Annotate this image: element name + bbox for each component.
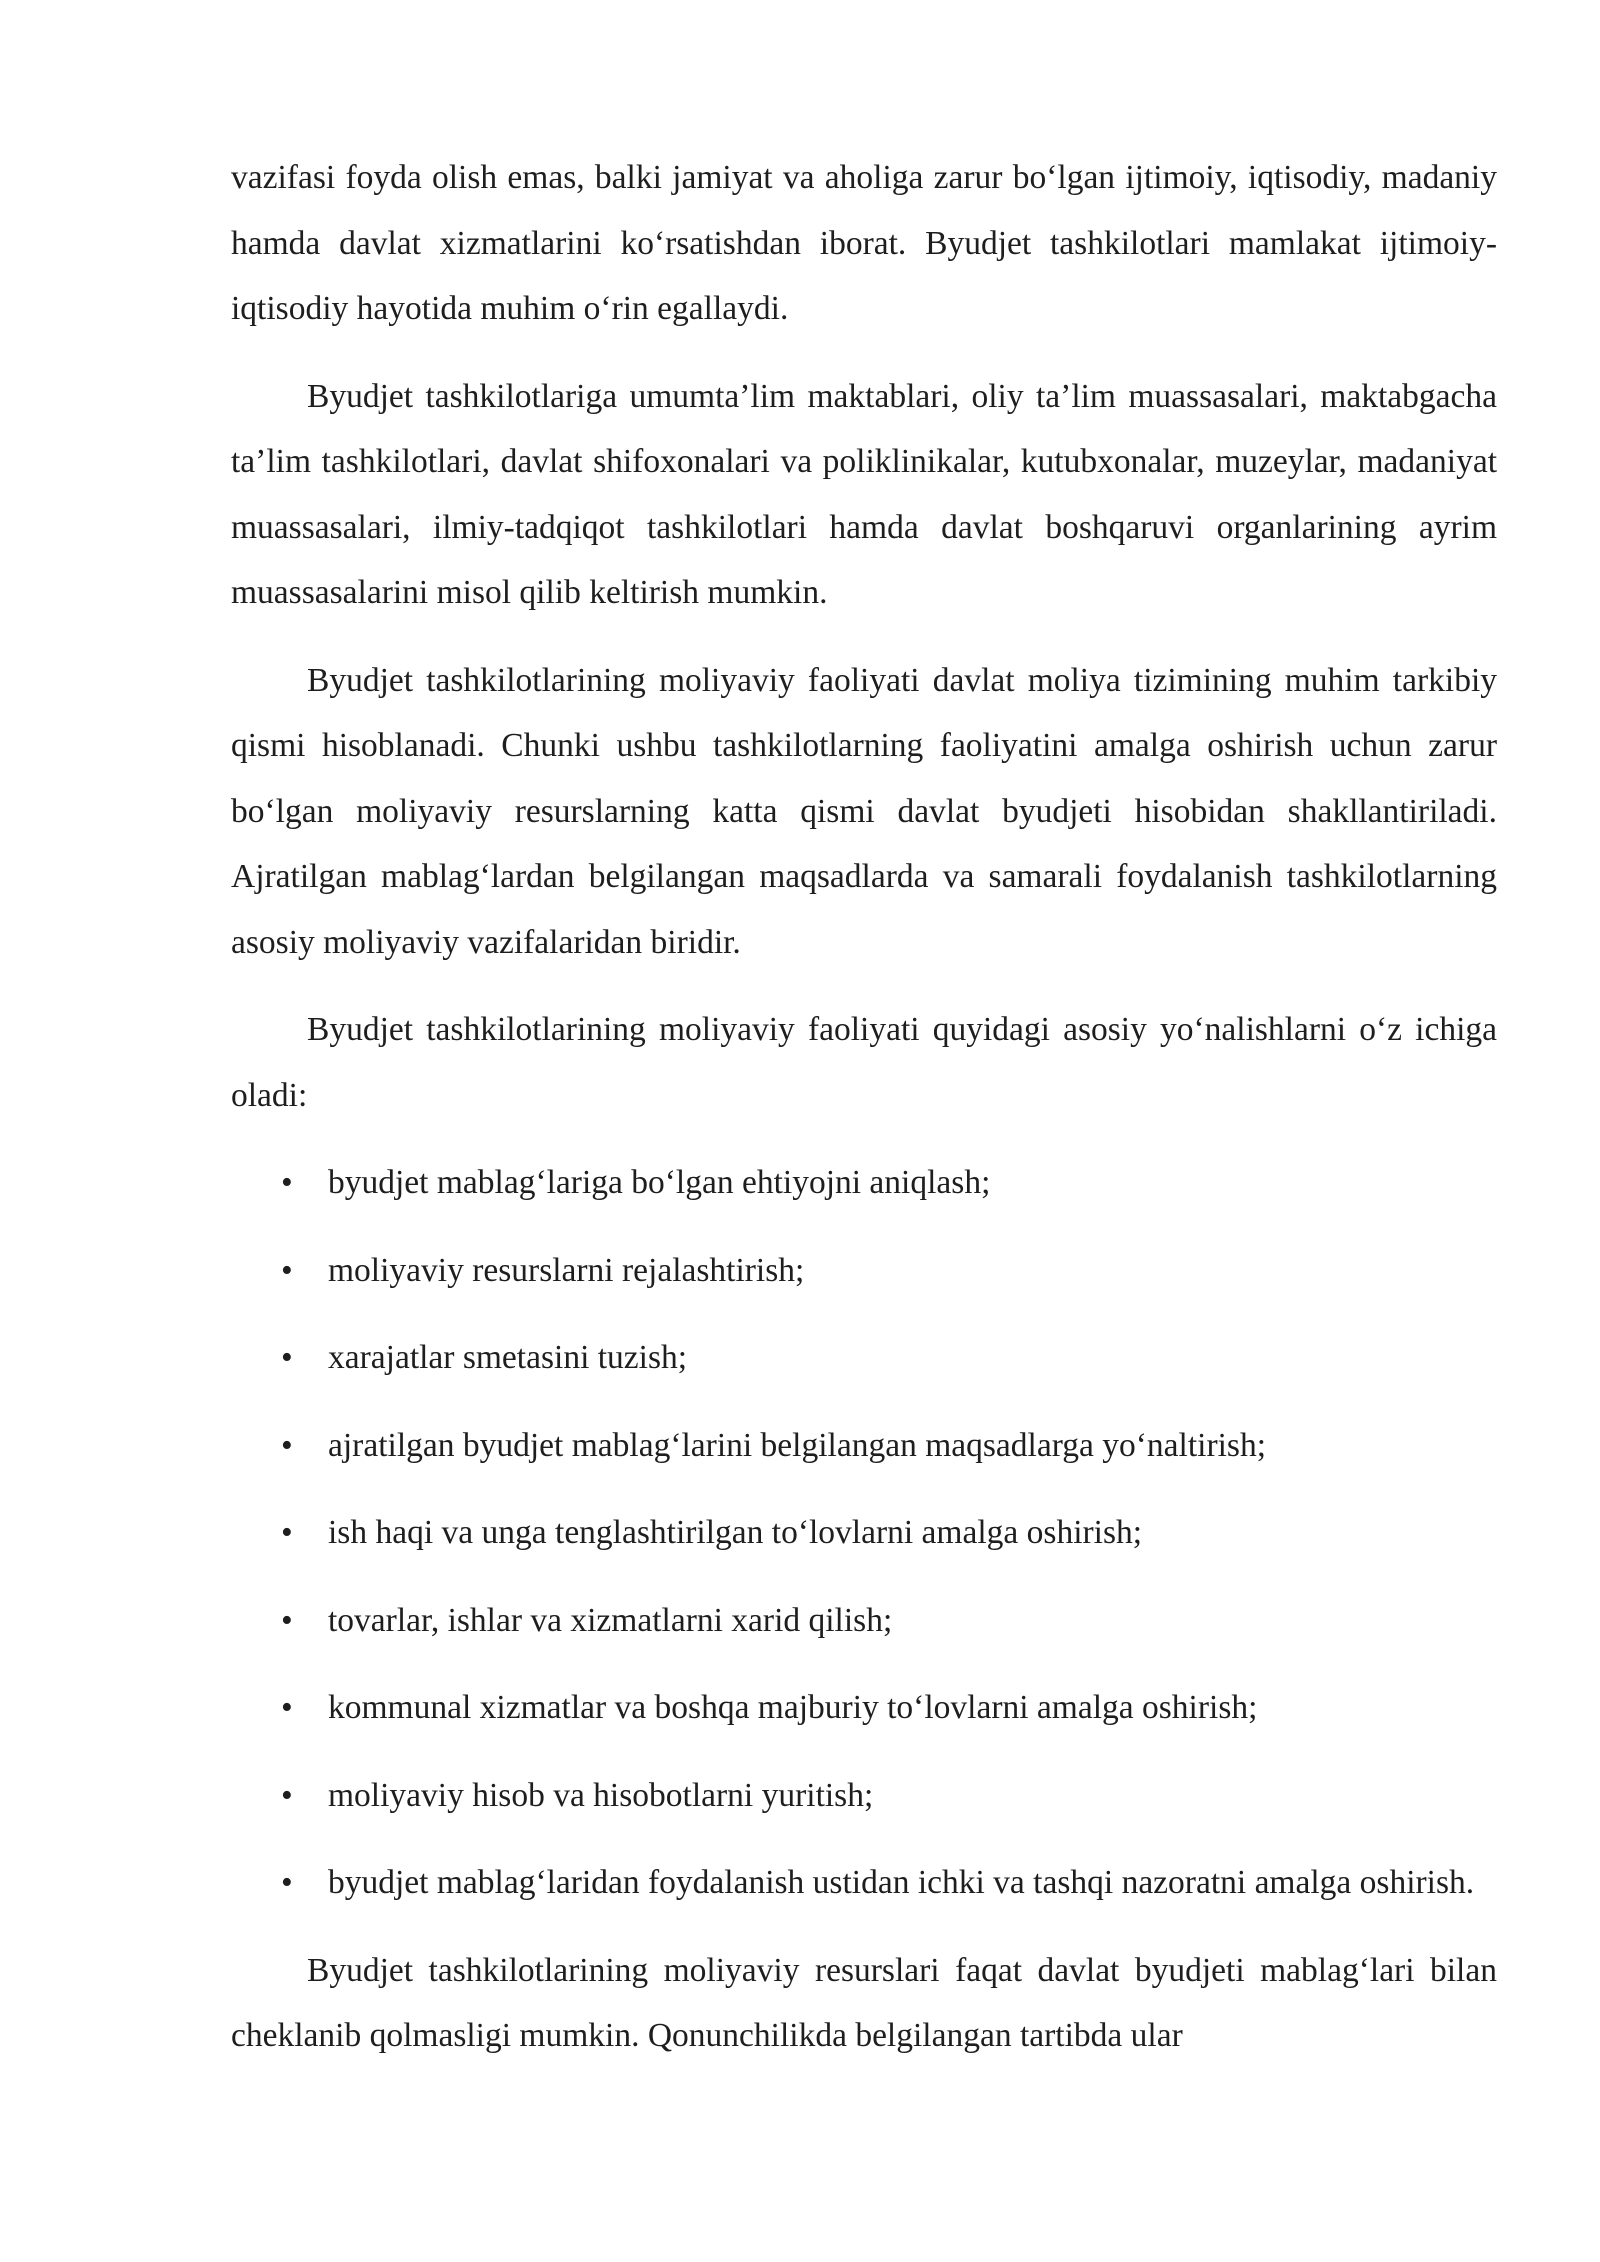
paragraph-list-intro: Byudjet tashkilotlarining moliyaviy faoliyati quyidagi asosiy yo‘nalishlarni o‘z ichiga oladi:	[231, 1011, 1497, 1114]
bullet-list	[231, 1150, 1497, 1916]
list-item-text: moliyaviy resurslarni rejalashtirish;	[328, 1251, 805, 1289]
list-item-text: moliyaviy hisob va hisobotlarni yuritish;	[328, 1776, 874, 1814]
list-item	[231, 1150, 1497, 1216]
bullet-icon: •	[281, 1164, 293, 1201]
list-item-text: ajratilgan byudjet mablag‘larini belgilangan maqsadlarga yo‘naltirish;	[328, 1426, 1267, 1464]
list-item-text: tovarlar, ishlar va xizmatlarni xarid qilish;	[328, 1601, 893, 1639]
list-item-text: byudjet mablag‘laridan foydalanish ustidan ichki va tashqi nazoratni amalga oshirish.	[328, 1864, 1475, 1901]
list-item	[231, 1763, 1497, 1829]
bullet-icon: •	[281, 1689, 293, 1726]
list-item	[231, 1413, 1497, 1479]
bullet-icon: •	[281, 1251, 293, 1289]
paragraph-continuation: vazifasi foyda olish emas, balki jamiyat va aholiga zarur bo‘lgan ijtimoiy, iqtisodiy, madaniy hamda davlat xizmatlarini ko‘rsatishdan iborat. Byudjet tashkilotlari mamlakat ijtimoiy-iqtisodiy hayotida muhim o‘rin egallaydi.	[231, 159, 1497, 327]
bullet-icon: •	[281, 1339, 293, 1376]
list-item-text: ish haqi va unga tenglashtirilgan to‘lovlarni amalga oshirish;	[328, 1514, 1143, 1551]
list-item	[231, 1238, 1497, 1304]
bullet-icon: •	[281, 1776, 293, 1814]
bullet-icon: •	[281, 1601, 293, 1639]
list-item	[231, 1850, 1497, 1916]
list-item	[231, 1588, 1497, 1654]
list-item	[231, 1325, 1497, 1391]
paragraph-closing: Byudjet tashkilotlarining moliyaviy resurslari faqat davlat byudjeti mablag‘lari bilan cheklanib qolmasligi mumkin. Qonunchilikda belgilangan tartibda ular	[231, 1951, 1497, 2054]
paragraph-examples: Byudjet tashkilotlariga umumta’lim maktablari, oliy ta’lim muassasalari, maktabgacha ta’lim tashkilotlari, davlat shifoxonalari va poliklinikalar, kutubxonalar, muzeylar, madaniyat muassasalari, ilmiy-tadqiqot tashkilotlari hamda davlat boshqaruvi organlarining ayrim muassasalarini misol qilib keltirish mumkin.	[231, 377, 1497, 611]
list-item	[231, 1675, 1497, 1741]
bullet-icon: •	[281, 1864, 293, 1901]
paragraph-financial-activity: Byudjet tashkilotlarining moliyaviy faoliyati davlat moliya tizimining muhim tarkibiy qismi hisoblanadi. Chunki ushbu tashkilotlarning faoliyatini amalga oshirish uchun zarur bo‘lgan moliyaviy resurslarning katta qismi davlat byudjeti hisobidan shakllantiriladi. Ajratilgan mablag‘lardan belgilangan maqsadlarda va samarali foydalanish tashkilotlarning asosiy moliyaviy vazifalaridan biridir.	[231, 661, 1497, 961]
list-item-text: byudjet mablag‘lariga bo‘lgan ehtiyojni aniqlash;	[328, 1164, 991, 1201]
list-item-text: xarajatlar smetasini tuzish;	[328, 1339, 688, 1376]
list-item-text: kommunal xizmatlar va boshqa majburiy to‘lovlarni amalga oshirish;	[328, 1689, 1258, 1726]
list-item	[231, 1500, 1497, 1566]
document-page	[231, 145, 1497, 2091]
bullet-icon: •	[281, 1514, 293, 1551]
bullet-icon: •	[281, 1426, 293, 1464]
